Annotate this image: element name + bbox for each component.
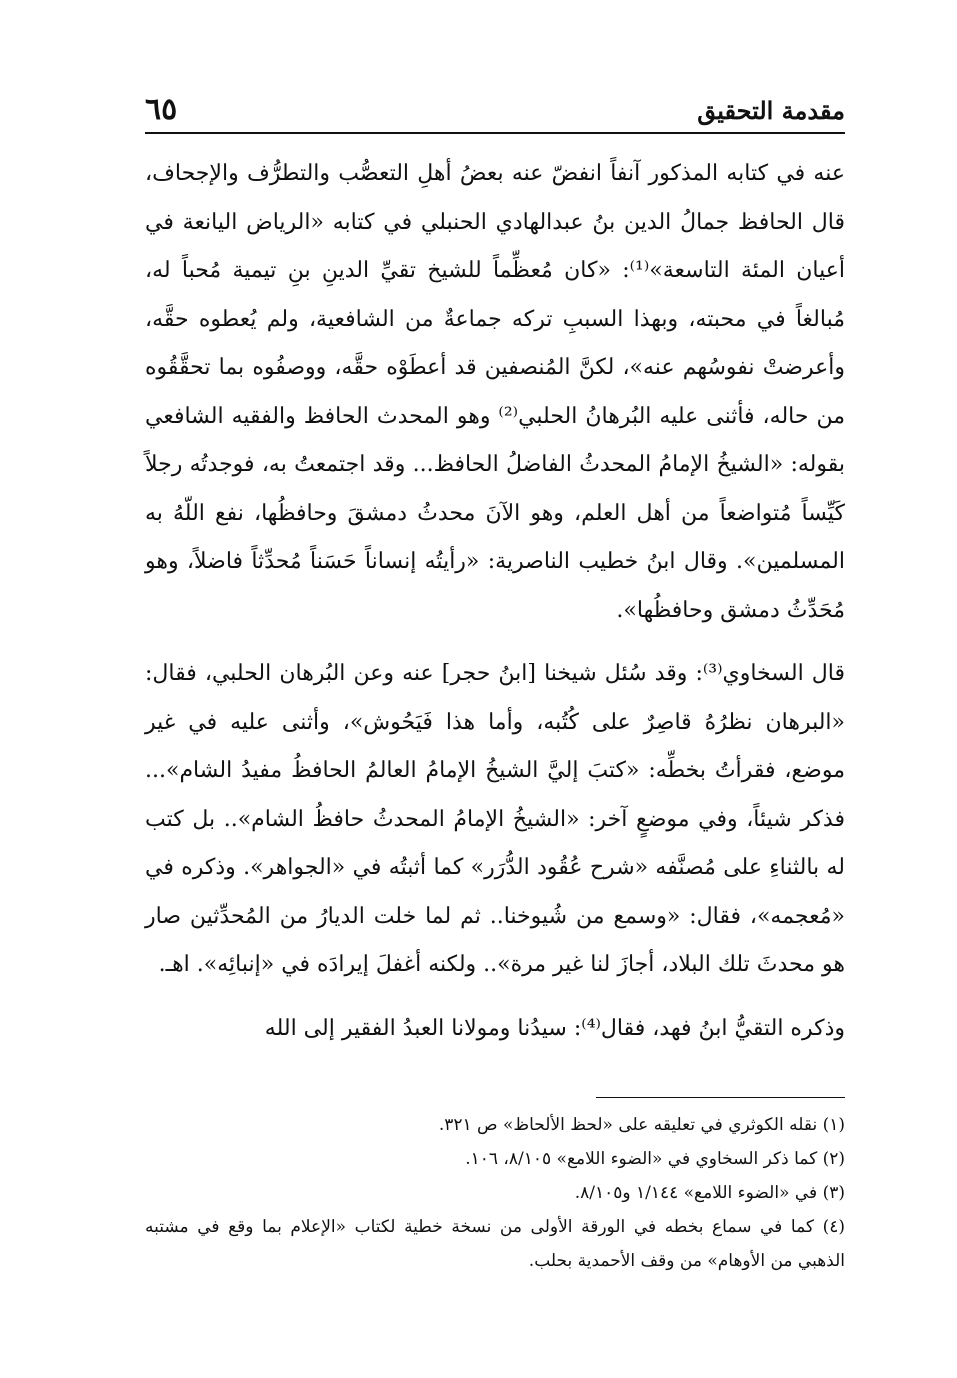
footnote: (٢) كما ذكر السخاوي في «الضوء اللامع» ٨/١٠٥، ١٠٦. xyxy=(465,1149,845,1169)
paragraph: وذكره التقيُّ ابنُ فهد، فقال⁽⁴⁾: سيدُنا ومولانا العبدُ الفقير إلى الله xyxy=(264,1015,845,1041)
footnote: (٤) كما في سماع بخطه في الورقة الأولى من نسخة خطية لكتاب «الإعلام بما وقع في مشتبه الذهبي من الأوهام» من وقف الأحمدية بحلب. xyxy=(145,1217,845,1271)
page-number: ٦٥ xyxy=(145,92,178,127)
paragraph: عنه في كتابه المذكور آنفاً انفضّ عنه بعضُ أهلِ التعصُّب والتطرُّف والإجحاف، قال الحافظ جمالُ الدين بنُ عبدالهادي الحنبلي في كتابه «الرياض اليانعة في أعيان المئة التاسعة»⁽¹⁾: «كان مُعظِّماً للشيخ تقيِّ الدينِ بنِ تيمية مُحباً له، مُبالغاً في محبته، وبهذا السببِ تركه جماعةٌ من الشافعية، ولم يُعطوه حقَّه، وأعرضتْ نفوسُهم عنه»، لكنَّ المُنصفين قد أعطَوْه حقَّه، ووصفُوه بما تحقَّقُوه من حاله، فأثنى عليه البُرهانُ الحلبي⁽²⁾ وهو المحدث الحافظ والفقيه الشافعي بقوله: «الشيخُ الإمامُ المحدثُ الفاضلُ الحافظ... وقد اجتمعتُ به، فوجدتُه رجلاً كَيِّساً مُتواضعاً من أهل العلم، وهو الآنَ محدثُ دمشقَ وحافظُها، نفع اللّهُ به المسلمين». وقال ابنُ خطيب الناصرية: «رأيتُه إنساناً حَسَناً مُحدِّثاً فاضلاً، وهو مُحَدِّثُ دمشق وحافظُها». xyxy=(145,161,845,623)
main-text xyxy=(145,150,845,1053)
page-header xyxy=(145,92,845,132)
footnote: (١) نقله الكوثري في تعليقه على «لحظ الألحاظ» ص ٣٢١. xyxy=(438,1115,845,1135)
paragraph: قال السخاوي⁽³⁾: وقد سُئل شيخنا [ابنُ حجر] عنه وعن البُرهان الحلبي، فقال: «البرهان نظرُهُ قاصِرٌ على كُتُبه، وأما هذا فَيَحُوش»، وأثنى عليه في غير موضع، فقرأتُ بخطِّه: «كتبَ إليَّ الشيخُ الإمامُ العالمُ الحافظُ مفيدُ الشام»... فذكر شيئاً، وفي موضعٍ آخر: «الشيخُ الإمامُ المحدثُ حافظُ الشام».. بل كتب له بالثناءِ على مُصنَّفه «شرح عُقُود الدُّرَر» كما أثبتُه في «الجواهر». وذكره في «مُعجمه»، فقال: «وسمع من شُيوخنا.. ثم لما خلت الديارُ من المُحدِّثين صار هو محدثَ تلك البلاد، أجازَ لنا غير مرة».. ولكنه أغفلَ إيرادَه في «إنبائِه». اهـ. xyxy=(145,661,845,977)
footnotes xyxy=(145,1108,845,1278)
footnote: (٣) في «الضوء اللامع» ١/١٤٤ و٨/١٠٥. xyxy=(574,1183,845,1203)
running-title: مقدمة التحقيق xyxy=(697,96,845,125)
header-rule xyxy=(145,132,845,134)
footnote-rule xyxy=(596,1097,845,1098)
